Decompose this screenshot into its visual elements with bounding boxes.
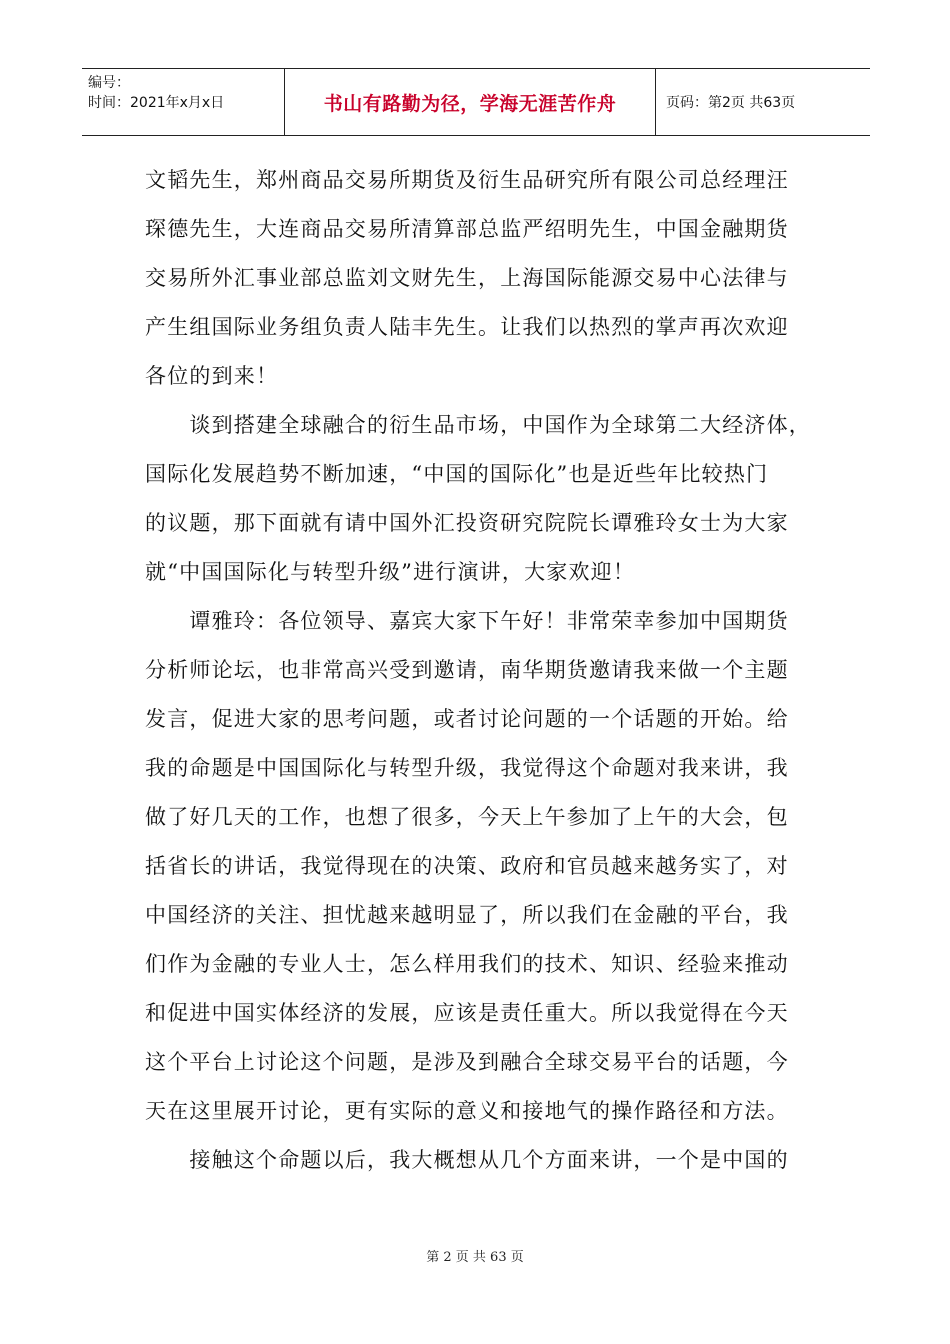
body-line: 天在这里展开讨论，更有实际的意义和接地气的操作路径和方法。 (145, 1099, 789, 1123)
body-line: 中国经济的关注、担忧越来越明显了，所以我们在金融的平台，我 (145, 903, 789, 927)
body-line: 产生组国际业务组负责人陆丰先生。让我们以热烈的掌声再次欢迎 (145, 315, 789, 339)
body-line: 我的命题是中国国际化与转型升级，我觉得这个命题对我来讲，我 (145, 756, 789, 780)
body-line: 就“中国国际化与转型升级”进行演讲，大家欢迎！ (145, 560, 636, 584)
body-line: 交易所外汇事业部总监刘文财先生，上海国际能源交易中心法律与 (145, 266, 789, 290)
document-body (145, 156, 810, 1185)
body-line: 发言，促进大家的思考问题，或者讨论问题的一个话题的开始。给 (145, 707, 789, 731)
body-line: 琛德先生，大连商品交易所清算部总监严绍明先生，中国金融期货 (145, 217, 789, 241)
body-line: 文韬先生，郑州商品交易所期货及衍生品研究所有限公司总经理汪 (145, 168, 789, 192)
body-line: 们作为金融的专业人士，怎么样用我们的技术、知识、经验来推动 (145, 952, 789, 976)
body-line: 这个平台上讨论这个问题，是涉及到融合全球交易平台的话题，今 (145, 1050, 789, 1074)
header-meta (82, 69, 284, 135)
body-line: 各位的到来！ (145, 364, 279, 388)
body-line: 括省长的讲话，我觉得现在的决策、政府和官员越来越务实了，对 (145, 854, 789, 878)
body-line: 谈到搭建全球融合的衍生品市场，中国作为全球第二大经济体， (145, 413, 811, 437)
body-line: 谭雅玲：各位领导、嘉宾大家下午好！非常荣幸参加中国期货 (145, 609, 789, 633)
body-line: 的议题，那下面就有请中国外汇投资研究院院长谭雅玲女士为大家 (145, 511, 789, 535)
date-line: 时间：2021年x月x日 (88, 95, 225, 111)
body-line: 分析师论坛，也非常高兴受到邀请，南华期货邀请我来做一个主题 (145, 658, 789, 682)
body-line: 和促进中国实体经济的发展，应该是责任重大。所以我觉得在今天 (145, 1001, 789, 1025)
body-line: 国际化发展趋势不断加速，“中国的国际化”也是近些年比较热门 (145, 462, 769, 486)
header-page-info: 页码：第2页 共63页 (666, 95, 796, 111)
page-header (82, 68, 870, 136)
header-motto: 书山有路勤为径，学海无涯苦作舟 (284, 69, 656, 135)
code-label: 编号： (88, 75, 130, 91)
body-line: 做了好几天的工作，也想了很多，今天上午参加了上午的大会，包 (145, 805, 789, 829)
page-footer: 第 2 页 共 63 页 (426, 1250, 524, 1265)
body-line: 接触这个命题以后，我大概想从几个方面来讲，一个是中国的 (145, 1148, 789, 1172)
